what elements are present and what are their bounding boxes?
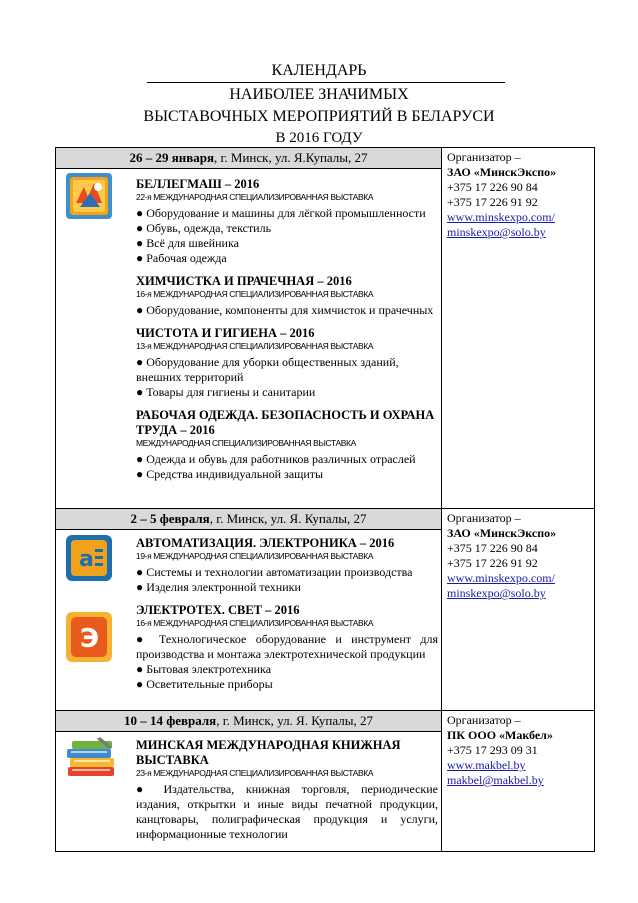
organizer-label: Организатор –: [447, 150, 521, 164]
date-location-header: [56, 509, 441, 530]
event-topic: ● Оборудование, компоненты для химчисток и прачечных: [136, 303, 434, 317]
organizer-website-link[interactable]: www.makbel.by: [447, 758, 526, 772]
organizer-website-link[interactable]: www.minskexpo.com/: [447, 210, 555, 224]
event-topic: ● Одежда и обувь для работников различных отраслей: [136, 452, 416, 466]
event-subtitle: 22-я МЕЖДУНАРОДНАЯ СПЕЦИАЛИЗИРОВАННАЯ ВЫСТАВКА: [136, 192, 374, 202]
organizer-cell: [443, 711, 594, 851]
organizer-name: ЗАО «МинскЭкспо»: [447, 165, 557, 179]
title-underline: [147, 82, 505, 83]
calendar-row-february-books: [55, 710, 595, 852]
event-subtitle: 13-я МЕЖДУНАРОДНАЯ СПЕЦИАЛИЗИРОВАННАЯ ВЫСТАВКА: [136, 341, 374, 351]
event-dates: 2 – 5 февраля: [130, 511, 210, 526]
event-topic: ● Оборудование и машины для лёгкой промышленности: [136, 206, 426, 220]
organizer-email-link[interactable]: makbel@makbel.by: [447, 773, 544, 787]
svg-text:a: a: [79, 547, 94, 572]
bellegmash-logo-icon: [66, 173, 112, 219]
event-subtitle: 23-я МЕЖДУНАРОДНАЯ СПЕЦИАЛИЗИРОВАННАЯ ВЫСТАВКА: [136, 768, 374, 778]
organizer-phone: +375 17 226 91 92: [447, 195, 538, 209]
event-topic: ● Обувь, одежда, текстиль: [136, 221, 272, 235]
calendar-year: В 2016 ГОДУ: [275, 130, 363, 146]
event-topic: ● Оборудование для уборки общественных зданий, внешних территорий: [136, 355, 399, 384]
event-dates: 10 – 14 февраля: [124, 713, 217, 728]
organizer-label: Организатор –: [447, 713, 521, 727]
event-location: , г. Минск, ул. Я. Купалы, 27: [216, 713, 373, 728]
event-topic: ● Товары для гигиены и санитарии: [136, 385, 316, 399]
event-title: БЕЛЛЕГМАШ – 2016: [136, 177, 260, 191]
calendar-row-january: [55, 147, 595, 509]
event-topic: ● Бытовая электротехника: [136, 662, 272, 676]
calendar-subtitle-line2: ВЫСТАВОЧНЫХ МЕРОПРИЯТИЙ В БЕЛАРУСИ: [143, 108, 495, 125]
event-subtitle: 16-я МЕЖДУНАРОДНАЯ СПЕЦИАЛИЗИРОВАННАЯ ВЫСТАВКА: [136, 289, 374, 299]
event-topic: ● Системы и технологии автоматизации производства: [136, 565, 413, 579]
event-topic: ● Технологическое оборудование и инструмент для производства и монтажа электротехнической продукции: [136, 632, 438, 661]
events-list: [136, 175, 438, 482]
calendar-subtitle-line1: НАИБОЛЕЕ ЗНАЧИМЫХ: [229, 86, 409, 103]
event-topic: ● Средства индивидуальной защиты: [136, 467, 324, 481]
organizer-email-link[interactable]: minskexpo@solo.by: [447, 225, 546, 239]
event-dates: 26 – 29 января: [129, 150, 215, 165]
organizer-phone: +375 17 226 90 84: [447, 541, 538, 555]
event-title: ХИМЧИСТКА И ПРАЧЕЧНАЯ – 2016: [136, 274, 352, 288]
event-topic: ● Рабочая одежда: [136, 251, 227, 265]
electrotech-logo-icon: [66, 612, 112, 662]
books-stack-icon: [64, 737, 120, 781]
calendar-row-february-automation: [55, 508, 595, 711]
event-topic: ● Всё для швейника: [136, 236, 239, 250]
organizer-email-link[interactable]: minskexpo@solo.by: [447, 586, 546, 600]
date-location-header: [56, 711, 441, 732]
organizer-cell: [443, 509, 594, 710]
calendar-title: КАЛЕНДАРЬ: [271, 62, 367, 79]
event-title: МИНСКАЯ МЕЖДУНАРОДНАЯ КНИЖНАЯ ВЫСТАВКА: [136, 738, 401, 767]
organizer-name: ПК ООО «Макбел»: [447, 728, 553, 742]
organizer-cell: [443, 148, 594, 508]
organizer-phone: +375 17 226 90 84: [447, 180, 538, 194]
event-location: , г. Минск, ул. Я. Купалы, 27: [209, 511, 367, 526]
organizer-name: ЗАО «МинскЭкспо»: [447, 526, 557, 540]
event-location: , г. Минск, ул. Я.Купалы, 27: [214, 150, 368, 165]
events-cell: [56, 148, 442, 508]
event-topic: ● Издательства, книжная торговля, периодические издания, открытки и иные виды печатной продукции, канцтовары, полиграфическая продукция и услуги, информационные технологии: [136, 782, 438, 841]
event-title: ЭЛЕКТРОТЕХ. СВЕТ – 2016: [136, 603, 300, 617]
event-subtitle: 19-я МЕЖДУНАРОДНАЯ СПЕЦИАЛИЗИРОВАННАЯ ВЫСТАВКА: [136, 551, 374, 561]
event-subtitle: 16-я МЕЖДУНАРОДНАЯ СПЕЦИАЛИЗИРОВАННАЯ ВЫСТАВКА: [136, 618, 374, 628]
date-location-header: [56, 148, 441, 169]
event-title: РАБОЧАЯ ОДЕЖДА. БЕЗОПАСНОСТЬ И ОХРАНА ТРУДА – 2016: [136, 408, 435, 437]
event-title: АВТОМАТИЗАЦИЯ. ЭЛЕКТРОНИКА – 2016: [136, 536, 395, 550]
event-topic: ● Изделия электронной техники: [136, 580, 301, 594]
events-list: [136, 534, 438, 692]
event-topic: ● Осветительные приборы: [136, 677, 273, 691]
event-title: ЧИСТОТА И ГИГИЕНА – 2016: [136, 326, 315, 340]
events-list: [136, 736, 438, 842]
organizer-label: Организатор –: [447, 511, 521, 525]
organizer-website-link[interactable]: www.minskexpo.com/: [447, 571, 555, 585]
automation-logo-icon: [66, 535, 112, 581]
event-subtitle: МЕЖДУНАРОДНАЯ СПЕЦИАЛИЗИРОВАННАЯ ВЫСТАВКА: [136, 438, 356, 448]
events-cell: [56, 509, 442, 710]
events-cell: [56, 711, 442, 851]
svg-text:Э: Э: [80, 624, 100, 654]
organizer-phone: +375 17 226 91 92: [447, 556, 538, 570]
organizer-phone: +375 17 293 09 31: [447, 743, 538, 757]
